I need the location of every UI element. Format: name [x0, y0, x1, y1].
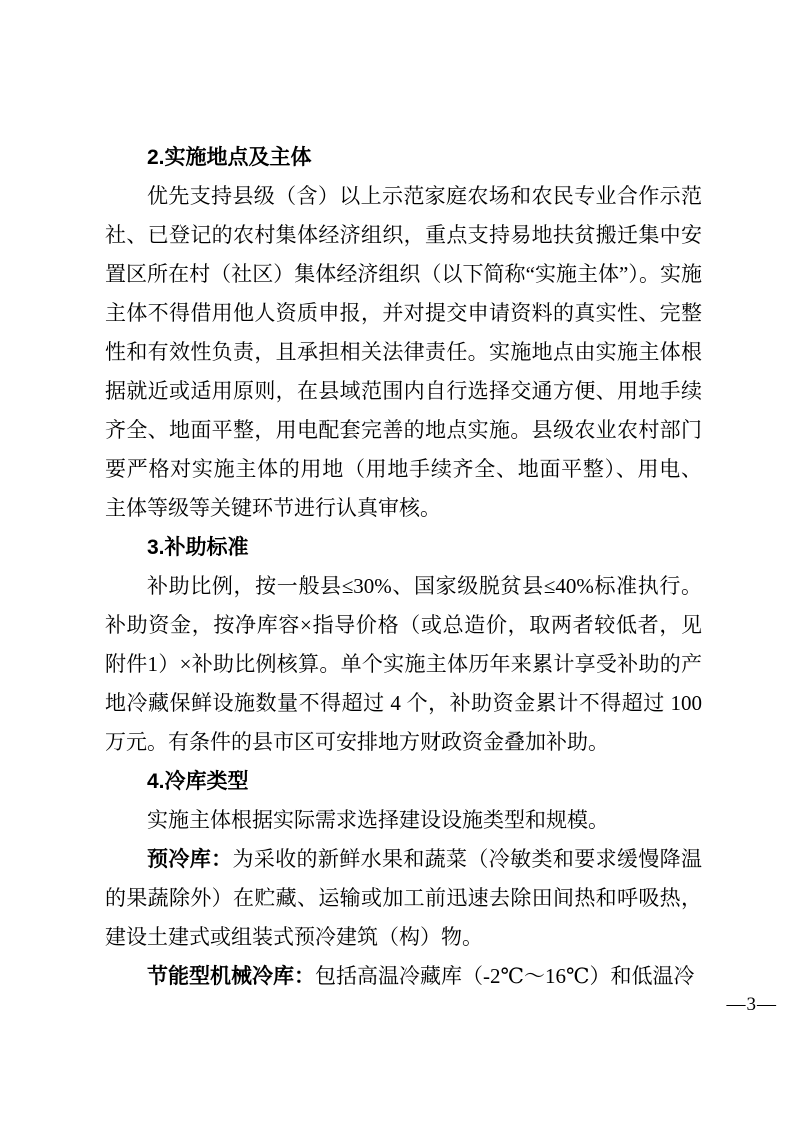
paragraph-text: 优先支持县级（含）以上示范家庭农场和农民专业合作示范社、已登记的农村集体经济组织，重点支持易地扶贫搬迁集中安置区所在村（社区）集体经济组织（以下简称“实施主体”）。实施主体不得借用他人资质申报，并对提交申请资料的真实性、完整性和有效性负责，且承担相关法律责任。实施地点由实施主体根据就近或适用原则，在县域范围内自行选择交通方便、用地手续齐全、地面平整，用电配套完善的地点实施。县级农业农村部门要严格对实施主体的用地（用地手续齐全、地面平整）、用电、主体等级等关键环节进行认真审核。 [105, 184, 702, 520]
paragraph-text: 补助比例，按一般县≤30%、国家级脱贫县≤40%标准执行。补助资金，按净库容×指导价格（或总造价，取两者较低者，见附件1）×补助比例核算。单个实施主体历年来累计享受补助的产地冷藏保鲜设施数量不得超过 4 个，补助资金累计不得超过 100 万元。有条件的县市区可安排地方财政资金叠加补助。 [105, 574, 702, 754]
page-number: —3— [726, 994, 777, 1015]
section-heading-implementation: 2.实施地点及主体 [147, 146, 312, 169]
paragraph-text: 实施主体根据实际需求选择建设设施类型和规模。 [147, 808, 609, 832]
paragraph-mechanical-cold-storage [105, 957, 702, 996]
paragraph-lead: 节能型机械冷库： [147, 965, 315, 988]
paragraph [105, 567, 702, 762]
paragraph-precooling [105, 840, 702, 957]
paragraph-text: 为采收的新鲜水果和蔬菜（冷敏类和要求缓慢降温的果蔬除外）在贮藏、运输或加工前迅速去除田间热和呼吸热，建设土建式或组装式预冷建筑（构）物。 [105, 847, 703, 949]
paragraph [105, 177, 702, 528]
section-heading-subsidy: 3.补助标准 [147, 536, 249, 559]
paragraph-text: 包括高温冷藏库（-2℃～16℃）和低温冷 [315, 964, 695, 988]
paragraph [105, 801, 702, 840]
document-body [105, 138, 702, 996]
paragraph-lead: 预冷库： [147, 848, 233, 871]
section-heading-cold-storage-types: 4.冷库类型 [147, 770, 249, 793]
